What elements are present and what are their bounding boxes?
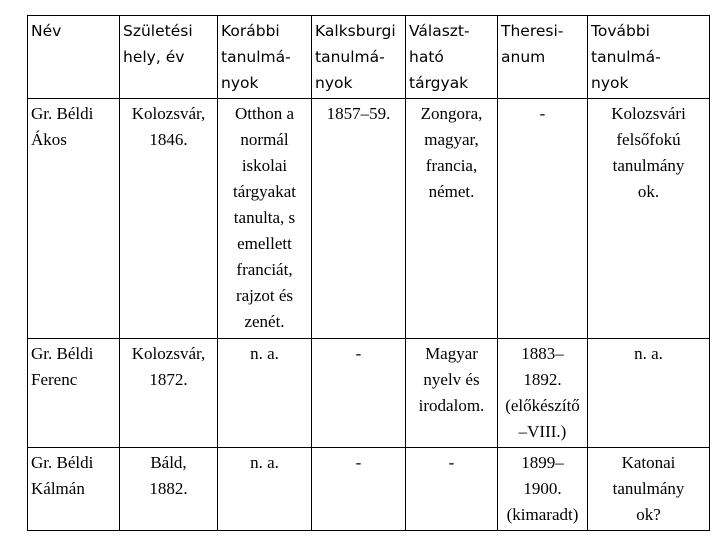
cell-further-studies: Kolozsvári felsőfokú tanulmány ok.	[588, 99, 710, 339]
cell-birth: Kolozsvár, 1846.	[120, 99, 218, 339]
header-row	[28, 16, 710, 99]
cell-theresianum: -	[498, 99, 588, 339]
cell-electives: -	[406, 448, 498, 531]
cell-kalksburg: 1857–59.	[312, 99, 406, 339]
cell-name: Gr. Béldi Ferenc	[28, 339, 120, 448]
header-prior-studies: Korábbi tanulmá- nyok	[218, 16, 312, 99]
cell-kalksburg: -	[312, 339, 406, 448]
table-row	[28, 339, 710, 448]
cell-prior-studies: Otthon a normál iskolai tárgyakat tanulta, s emellett franciát, rajzot és zenét.	[218, 99, 312, 339]
cell-further-studies: Katonai tanulmány ok?	[588, 448, 710, 531]
header-name: Név	[28, 16, 120, 99]
cell-kalksburg: -	[312, 448, 406, 531]
header-electives: Választ- ható tárgyak	[406, 16, 498, 99]
table-row	[28, 448, 710, 531]
cell-prior-studies: n. a.	[218, 339, 312, 448]
header-kalksburg-studies: Kalksburgi tanulmá- nyok	[312, 16, 406, 99]
cell-birth: Kolozsvár, 1872.	[120, 339, 218, 448]
cell-electives: Magyar nyelv és irodalom.	[406, 339, 498, 448]
cell-prior-studies: n. a.	[218, 448, 312, 531]
cell-electives: Zongora, magyar, francia, német.	[406, 99, 498, 339]
header-birth: Születési hely, év	[120, 16, 218, 99]
cell-theresianum: 1899– 1900. (kimaradt)	[498, 448, 588, 531]
student-table	[27, 15, 710, 531]
cell-further-studies: n. a.	[588, 339, 710, 448]
header-further-studies: További tanulmá- nyok	[588, 16, 710, 99]
table-row	[28, 99, 710, 339]
cell-theresianum: 1883– 1892. (előkészítő –VIII.)	[498, 339, 588, 448]
cell-name: Gr. Béldi Kálmán	[28, 448, 120, 531]
cell-birth: Báld, 1882.	[120, 448, 218, 531]
cell-name: Gr. Béldi Ákos	[28, 99, 120, 339]
header-theresianum: Theresi- anum	[498, 16, 588, 99]
